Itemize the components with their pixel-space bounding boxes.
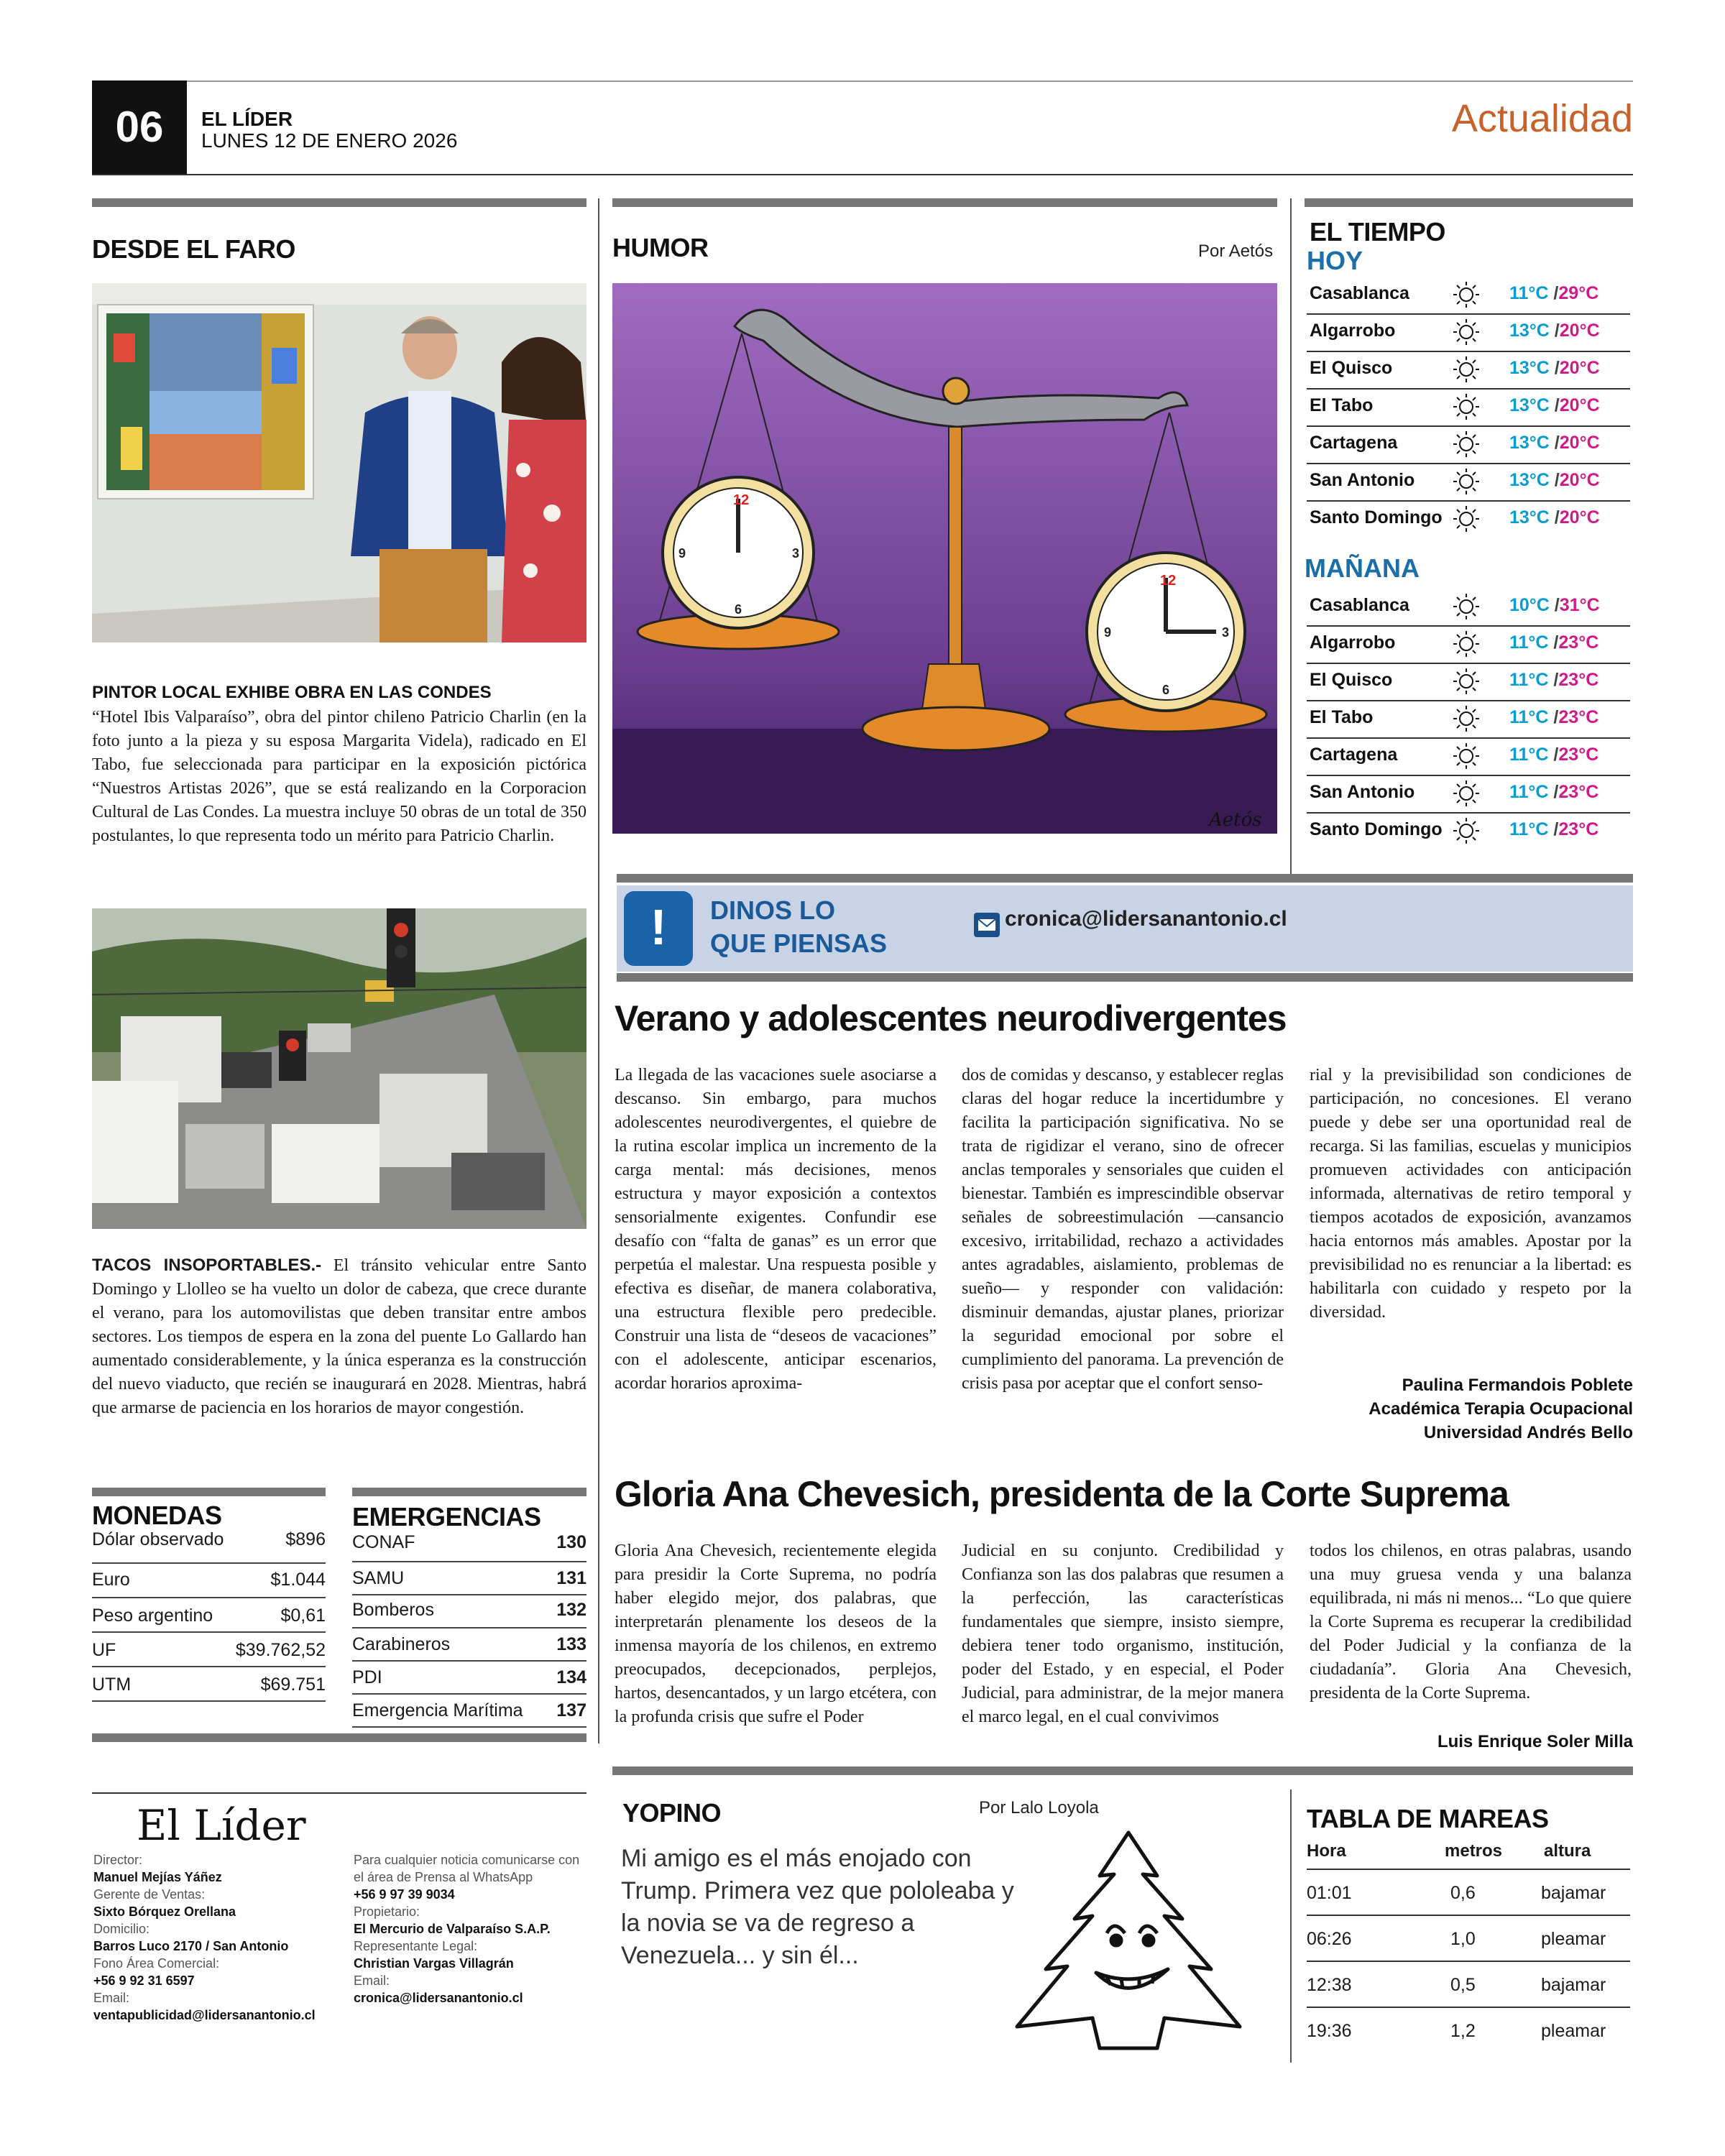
emergencias-row: PDI 134 xyxy=(352,1662,586,1695)
tiempo-hoy-list xyxy=(1307,277,1630,543)
svg-text:3: 3 xyxy=(792,546,800,561)
sun-icon xyxy=(1452,318,1481,346)
tide-row: 01:01 0,6 bajamar xyxy=(1307,1870,1630,1916)
weather-row: El Quisco 13°C /20°C xyxy=(1307,352,1630,390)
article2-title: Gloria Ana Chevesich, presidenta de la Corte Suprema xyxy=(615,1474,1509,1514)
section-name: Actualidad xyxy=(1451,97,1633,140)
sun-icon xyxy=(1452,742,1481,770)
article1-col2: dos de comidas y descanso, y establecer reglas claras del hogar reduce la incertidumbre y facilita la participación significativa. No se trata de rigidizar el verano, sino de ofrecer anclas temporales y sensoriales que cuiden el bienestar. También es imprescindible observar señales de sobreestimulación —cansancio excesivo, irritabilidad, rechazo a actividades antes agradables, aislamiento, problemas de sueño— y responder con validación: disminuir demandas, ajustar planes, priorizar la seguridad emocional por sobre el cumplimiento del panorama. La prevención de crisis pasa por aceptar que el confort senso- xyxy=(962,1066,1284,1393)
faro-story2-text: El tránsito vehicular entre Santo Domingo y Llolleo se ha vuelto un dolor de cabeza, que crece durante el verano, para los automovilistas que deben transitar entre ambos sectores. Los tiempos de espera en la zona del puente Lo Gallardo han aumentado considerablemente, y la única esperanza es la construcción del nuevo viaducto, que recién se inaugurará en 2028. Mientras, habrá que armarse de paciencia en los horarios de mayor congestión. xyxy=(92,1256,586,1417)
humor-cartoon xyxy=(612,283,1277,834)
article2-col1: Gloria Ana Chevesich, recientemente elegida para presidir la Corte Suprema, no podría haber elegido mejor, dos palabras, que interpretarán plenamente los deseos de la inmensa mayoría de los chilenos, en extremo preocupados, decepcionados, perplejos, hartos, desencantados, y un largo etcétera, con la profunda crisis que sufre el Poder xyxy=(615,1542,937,1726)
faro-photo-gallery xyxy=(92,283,586,642)
article1-col3: rial y la previsibilidad son condiciones de participación, no concesiones. El verano puede y debe ser una oportunidad real de recarga. Si las familias, escuelas y municipios promueven actividades con anticipación informada, alternativas de retiro temporal y tiempos acotados de exposición, avanzamos hacia entornos más amables. Apostar por la previsibilidad no es renunciar a la libertad: es habilitarla con cuidado y respeto por la diversidad. xyxy=(1310,1066,1632,1322)
article1-title: Verano y adolescentes neurodivergentes xyxy=(615,998,1287,1038)
article1-role: Académica Terapia Ocupacional xyxy=(1368,1399,1633,1419)
weather-row: El Tabo 11°C /23°C xyxy=(1307,701,1630,739)
mareas-table xyxy=(1307,1870,1630,2057)
article2-col2: Judicial en su conjunto. Credibilidad y Confianza son las dos palabras que resumen a la perfección, las características fundamentales que siempre, insisto siempre, debiera tener todo organismo, institución, poder del Estado, y en especial, el Poder Judicial, para administrar, de la mejor manera el marco legal, en el cual convivimos xyxy=(962,1542,1284,1726)
dinos-banner xyxy=(617,885,1633,972)
paper-name: EL LÍDER xyxy=(201,108,293,130)
tiempo-hoy-label: HOY xyxy=(1307,246,1363,275)
tiempo-manana-label: MAÑANA xyxy=(1305,553,1420,583)
sun-icon xyxy=(1452,505,1481,533)
sun-icon xyxy=(1452,592,1481,621)
article1-col1: La llegada de las vacaciones suele asociarse a descanso. Sin embargo, para muchos adolescentes neurodivergentes, el quiebre de la rutina escolar implica un incremento de la carga mental: más decisiones, menos estructura y mayor exposición a contextos sensorialmente exigentes. Confundir ese desafío con “falta de ganas” es un error que perpetúa el malestar. Una respuesta posible y efectiva es diseñar, de manera colaborativa, una estructura flexible pero predecible. Construir una lista de “deseos de vacaciones” con el adolescente, anticipar escenarios, acordar horarios aproxima- xyxy=(615,1066,937,1393)
faro-story1-text: “Hotel Ibis Valparaíso”, obra del pintor chileno Patricio Charlin (en la foto junto a la pieza y su esposa Margarita Videla), radicado en El Tabo, fue seleccionada para participar en la exposición pictórica “Nuestros Artistas 2026”, que se está realizando en la Corporacion Cultural de Las Condes. La muestra incluye 50 obras de un total de 350 postulantes, lo que representa todo un mérito para Patricio Charlin. xyxy=(92,708,586,845)
dinos-line1: DINOS LO xyxy=(710,895,836,925)
page-number-box xyxy=(92,80,187,174)
yopino-byline: Por Lalo Loyola xyxy=(979,1798,1099,1818)
tide-row: 12:38 0,5 bajamar xyxy=(1307,1962,1630,2008)
masthead-right: Para cualquier noticia comunicarse con el área de Prensa al WhatsApp +56 9 97 39 9034 Propietario: El Mercurio de Valparaíso S.A.P. Representante Legal: Christian Vargas Villagrán Email: cronica@lidersanantonio.cl xyxy=(354,1853,580,2005)
weather-row: Algarrobo 11°C /23°C xyxy=(1307,627,1630,664)
svg-text:12: 12 xyxy=(1160,573,1177,589)
issue-date: LUNES 12 DE ENERO 2026 xyxy=(201,129,458,152)
weather-row: San Antonio 11°C /23°C xyxy=(1307,776,1630,814)
sun-icon xyxy=(1452,280,1481,309)
monedas-row: Peso argentino $0,61 xyxy=(92,1598,326,1633)
tiempo-title: EL TIEMPO xyxy=(1310,217,1445,247)
mareas-title: TABLA DE MAREAS xyxy=(1307,1804,1549,1833)
article2-author: Luis Enrique Soler Milla xyxy=(1437,1732,1633,1751)
masthead-logo: El Líder xyxy=(137,1801,306,1850)
sun-icon xyxy=(1452,392,1481,421)
article2-col3: todos los chilenos, en otras palabras, usando una muy gruesa venda y una balanza equilibrada, ni más ni menos... “Lo que quiere la Corte Suprema es recuperar la credibilidad del Poder Judicial y la confianza de la ciudadanía”. Gloria Ana Chevesich, presidenta de la Corte Suprema. xyxy=(1310,1542,1632,1703)
exclamation-icon: ! xyxy=(624,891,693,966)
weather-row: San Antonio 13°C /20°C xyxy=(1307,464,1630,502)
sun-icon xyxy=(1452,467,1481,496)
emergencias-row: Bomberos 132 xyxy=(352,1595,586,1628)
cartoon-signature: Aetós xyxy=(1209,809,1262,831)
svg-text:9: 9 xyxy=(1104,625,1112,640)
weather-row: Casablanca 10°C /31°C xyxy=(1307,589,1630,627)
sun-icon xyxy=(1452,355,1481,384)
svg-text:9: 9 xyxy=(678,546,686,561)
weather-row: Casablanca 11°C /29°C xyxy=(1307,277,1630,315)
mail-icon xyxy=(974,913,1000,937)
masthead-left: Director: Manuel Mejías Yáñez Gerente de Ventas: Sixto Bórquez Orellana Domicilio: Barros Luco 2170 / San Antonio Fono Área Comercial: +56 9 92 31 6597 Email: ventapublicidad@lidersanantonio.cl xyxy=(93,1853,316,2022)
sun-icon xyxy=(1452,816,1481,845)
weather-row: Cartagena 11°C /23°C xyxy=(1307,739,1630,776)
tide-row: 06:26 1,0 pleamar xyxy=(1307,1916,1630,1962)
weather-row: Santo Domingo 13°C /20°C xyxy=(1307,502,1630,538)
faro-story2 xyxy=(92,1253,586,1420)
emergencias-row: CONAF 130 xyxy=(352,1532,586,1562)
yopino-text: Mi amigo es el más enojado con Trump. Primera vez que pololeaba y la novia se va de regreso a Venezuela... y sin él... xyxy=(621,1845,1014,1969)
svg-text:12: 12 xyxy=(733,492,750,508)
monedas-row: UF $39.762,52 xyxy=(92,1633,326,1667)
humor-byline: Por Aetós xyxy=(1198,241,1274,261)
article1-institution: Universidad Andrés Bello xyxy=(1423,1423,1633,1442)
dinos-email[interactable]: cronica@lidersanantonio.cl xyxy=(1005,907,1287,931)
monedas-row: UTM $69.751 xyxy=(92,1667,326,1702)
faro-story1-heading: PINTOR LOCAL EXHIBE OBRA EN LAS CONDES xyxy=(92,683,492,702)
tide-row: 19:36 1,2 pleamar xyxy=(1307,2021,1606,2041)
weather-row: Algarrobo 13°C /20°C xyxy=(1307,315,1630,352)
weather-row: El Quisco 11°C /23°C xyxy=(1307,664,1630,701)
svg-text:6: 6 xyxy=(1162,683,1170,697)
sun-icon xyxy=(1452,779,1481,808)
monedas-row: Euro $1.044 xyxy=(92,1564,326,1598)
faro-title: DESDE EL FARO xyxy=(92,234,295,264)
faro-story2-heading: TACOS INSOPORTABLES.- xyxy=(92,1256,322,1275)
dinos-line2: QUE PIENSAS xyxy=(710,929,888,958)
monedas-title: MONEDAS xyxy=(92,1501,222,1530)
svg-text:6: 6 xyxy=(735,602,742,617)
emergencias-row: Carabineros 133 xyxy=(352,1628,586,1662)
faro-photo-traffic xyxy=(92,908,586,1229)
emergencias-title: EMERGENCIAS xyxy=(352,1502,541,1531)
mareas-header: Hora metros altura xyxy=(1307,1840,1630,1870)
sun-icon xyxy=(1452,667,1481,696)
svg-text:3: 3 xyxy=(1222,625,1230,640)
article1-author: Paulina Fermandois Poblete xyxy=(1402,1376,1633,1395)
monedas-row: Dólar observado $896 xyxy=(92,1529,326,1564)
humor-title: HUMOR xyxy=(612,233,709,262)
emergencias-row: SAMU 131 xyxy=(352,1562,586,1595)
sun-icon xyxy=(1452,630,1481,658)
emergencias-row: Emergencia Marítima 137 xyxy=(352,1695,586,1728)
weather-row: Cartagena 13°C /20°C xyxy=(1307,427,1630,464)
weather-row: Santo Domingo 11°C /23°C xyxy=(1307,814,1630,849)
sun-icon xyxy=(1452,430,1481,459)
sun-icon xyxy=(1452,704,1481,733)
yopino-title: YOPINO xyxy=(622,1798,722,1828)
tiempo-manana-list xyxy=(1307,589,1630,855)
page-number: 06 xyxy=(115,103,164,151)
yopino-tree-drawing xyxy=(1006,1825,1251,2070)
weather-row: El Tabo 13°C /20°C xyxy=(1307,390,1630,427)
